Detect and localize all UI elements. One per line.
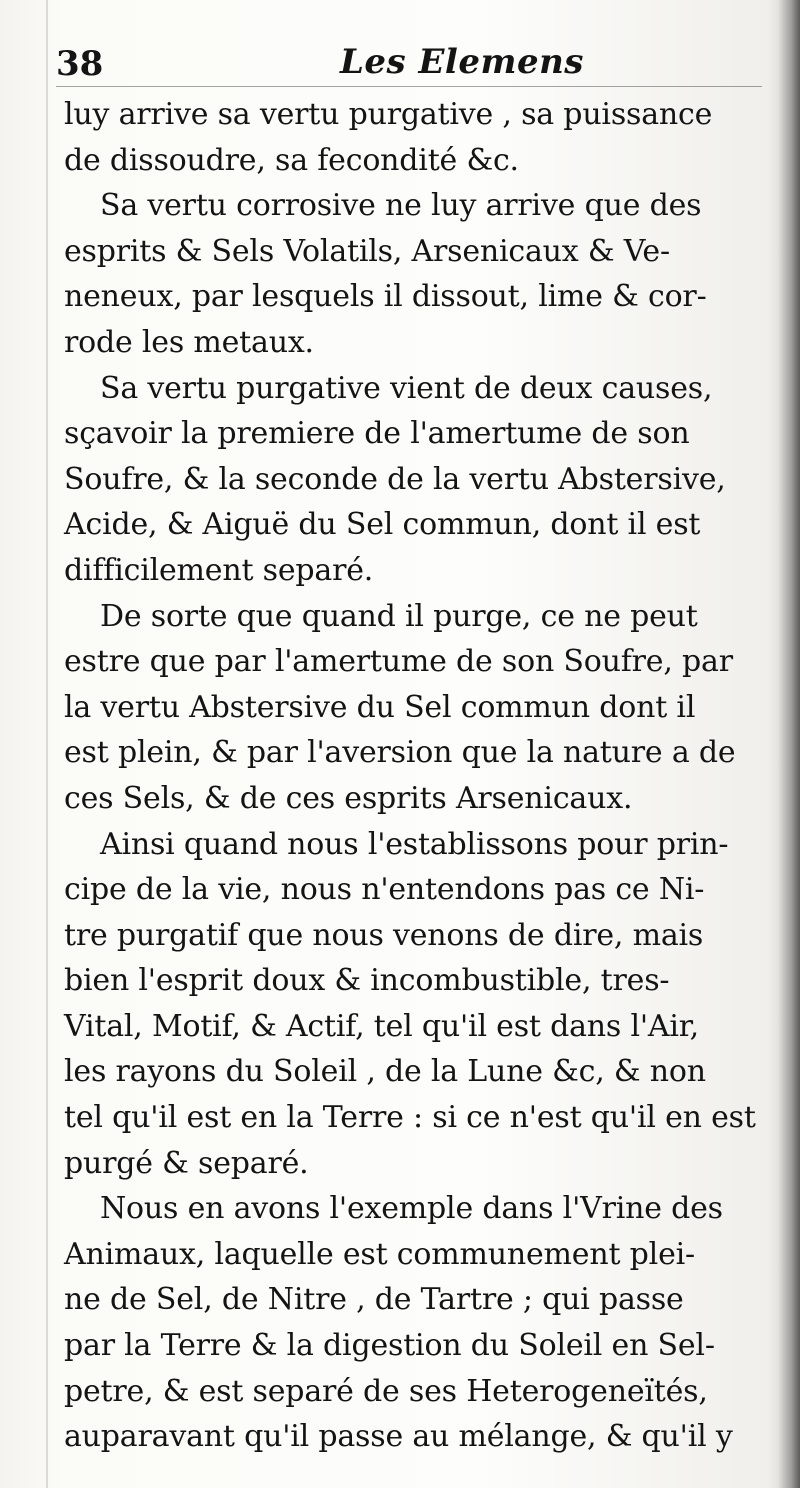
header-rule (56, 86, 762, 87)
text-line: difficilement separé. (64, 552, 374, 588)
text-line: les rayons du Soleil , de la Lune &c, & non (64, 1054, 706, 1090)
text-line: ne de Sel, de Nitre , de Tartre ; qui passe (64, 1282, 684, 1318)
text-line: est plein, & par l'aversion que la nature a de (64, 735, 736, 771)
text-line: esprits & Sels Volatils, Arsenicaux & Ve- (64, 233, 670, 269)
text-line: Sa vertu purgative vient de deux causes, (100, 370, 713, 406)
text-line: Sa vertu corrosive ne luy arrive que des (100, 188, 702, 224)
text-line: rode les metaux. (64, 324, 314, 360)
text-line: Animaux, laquelle est communement plei- (64, 1236, 695, 1272)
text-line: petre, & est separé de ses Heterogeneïtés, (64, 1373, 708, 1409)
body-text (64, 92, 764, 1460)
text-line: estre que par l'amertume de son Soufre, par (64, 644, 733, 680)
running-title: Les Elemens (340, 42, 584, 82)
text-line: cipe de la vie, nous n'entendons pas ce Ni- (64, 872, 705, 908)
text-line: par la Terre & la digestion du Soleil en Sel- (64, 1328, 715, 1364)
text-line: luy arrive sa vertu purgative , sa puissance (64, 97, 713, 132)
text-line: purgé & separé. (64, 1145, 309, 1181)
text-line: De sorte que quand il purge, ce ne peut (100, 598, 698, 634)
text-line: Vital, Motif, & Actif, tel qu'il est dans l'Air, (64, 1008, 699, 1044)
text-line: Nous en avons l'exemple dans l'Vrine des (100, 1191, 723, 1227)
gutter-shadow (46, 0, 48, 1488)
page-edge-shadow (778, 0, 800, 1488)
page-number: 38 (56, 44, 104, 84)
text-line: ces Sels, & de ces esprits Arsenicaux. (64, 780, 633, 816)
text-line: la vertu Abstersive du Sel commun dont il (64, 689, 696, 725)
text-line: auparavant qu'il passe au mélange, & qu'il y (64, 1419, 733, 1455)
text-line: Acide, & Aiguë du Sel commun, dont il est (64, 507, 701, 543)
text-line: tel qu'il est en la Terre : si ce n'est qu'il en est (64, 1100, 756, 1136)
running-head (56, 38, 756, 88)
text-line: bien l'esprit doux & incombustible, tres- (64, 963, 670, 999)
text-line: tre purgatif que nous venons de dire, mais (64, 917, 704, 953)
text-line: Soufre, & la seconde de la vertu Abstersive, (64, 461, 726, 497)
text-line: neneux, par lesquels il dissout, lime & cor- (64, 279, 707, 315)
text-line: Ainsi quand nous l'establissons pour prin- (100, 826, 729, 862)
text-line: sçavoir la premiere de l'amertume de son (64, 416, 690, 452)
text-line: de dissoudre, sa fecondité &c. (64, 142, 519, 178)
